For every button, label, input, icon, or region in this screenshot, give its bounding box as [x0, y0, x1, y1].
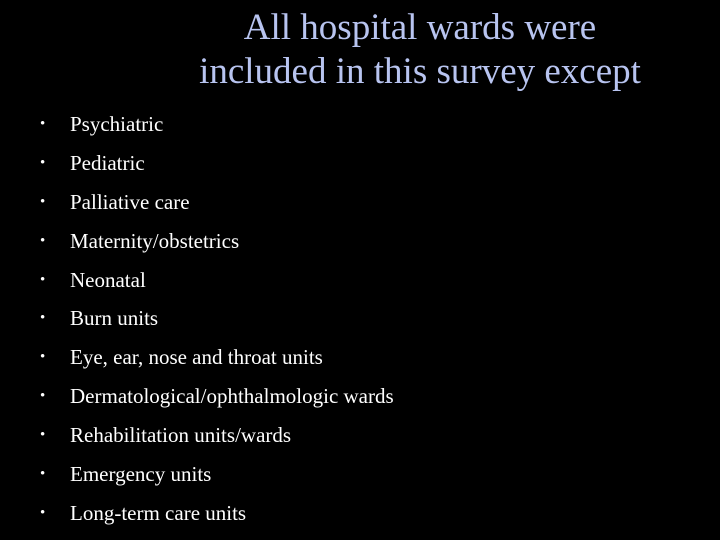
list-item-burn-units — [40, 299, 394, 338]
list-item-maternity — [40, 222, 394, 261]
bullet-list — [40, 105, 394, 533]
slide-title-line-2: included in this survey except — [199, 51, 641, 92]
list-item-text: Pediatric — [70, 150, 145, 175]
slide-title-line-1: All hospital wards were — [243, 7, 597, 48]
list-item-neonatal — [40, 261, 394, 300]
list-item-text: Dermatological/ophthalmologic wards — [70, 384, 394, 409]
slide-title — [150, 6, 690, 94]
list-item-palliative-care — [40, 183, 394, 222]
list-item-text: Burn units — [70, 306, 159, 331]
bullet-icon: • — [40, 116, 46, 132]
list-item-pediatric — [40, 144, 394, 183]
list-item-rehabilitation — [40, 416, 394, 455]
list-item-text: Emergency units — [70, 462, 212, 487]
bullet-icon: • — [40, 310, 46, 327]
list-item-emergency — [40, 455, 394, 494]
bullet-icon: • — [40, 271, 46, 288]
list-item-text: Long-term care units — [70, 500, 247, 525]
bullet-icon: • — [40, 504, 46, 521]
list-item-text: Palliative care — [70, 189, 190, 214]
list-item-text: Rehabilitation units/wards — [70, 423, 292, 448]
bullet-icon: • — [40, 349, 46, 366]
bullet-icon: • — [40, 232, 46, 249]
list-item-text: Maternity/obstetrics — [70, 228, 240, 253]
bullet-icon: • — [40, 193, 46, 210]
list-item-text: Eye, ear, nose and throat units — [70, 345, 323, 370]
bullet-icon: • — [40, 466, 46, 483]
list-item-long-term-care — [40, 494, 394, 533]
list-item-psychiatric — [40, 105, 394, 144]
list-item-ent-units — [40, 338, 394, 377]
list-item-text: Psychiatric — [70, 112, 164, 136]
bullet-icon: • — [40, 388, 46, 405]
list-item-text: Neonatal — [70, 267, 146, 292]
list-item-dermatological — [40, 377, 394, 416]
bullet-icon: • — [40, 154, 46, 171]
bullet-icon: • — [40, 427, 46, 444]
